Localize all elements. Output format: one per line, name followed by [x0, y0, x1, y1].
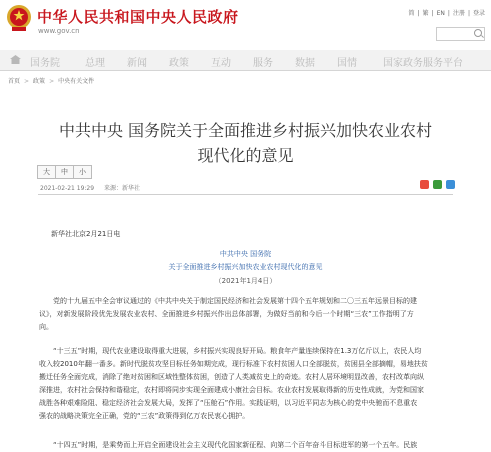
share-bar: [420, 180, 455, 189]
article-meta: [40, 183, 148, 192]
search-icon[interactable]: [474, 29, 482, 37]
weibo-share-icon[interactable]: [420, 180, 429, 189]
font-small-button[interactable]: 小: [73, 166, 91, 178]
nav-item-premier[interactable]: 总理: [85, 58, 105, 69]
utility-links: [406, 8, 485, 17]
separator: |: [447, 10, 450, 17]
link-simplified[interactable]: 简: [408, 10, 415, 17]
separator: |: [467, 10, 470, 17]
main-nav: [0, 50, 491, 71]
breadcrumb-separator: >: [24, 78, 30, 85]
paragraph-line: 深推进，农村社会保持和谐稳定，农村即将同步实现全面建成小康社会目标。农业农村发展取得新的历史性成就，为党和国家: [39, 386, 424, 394]
separator: |: [431, 10, 434, 17]
home-icon[interactable]: [10, 55, 21, 64]
paragraph-line: “十四五”时期，是乘势而上开启全面建设社会主义现代化国家新征程、向第二个百年奋斗目标进军的第一个五年。民族: [53, 441, 418, 449]
wechat-share-icon[interactable]: [433, 180, 442, 189]
breadcrumb-home[interactable]: 首页: [8, 78, 21, 85]
site-header: [0, 0, 491, 48]
article-title-line2: 现代化的意见: [197, 146, 294, 165]
divider: [38, 194, 453, 195]
paragraph-line: “十三五”时期，现代农业建设取得重大进展，乡村振兴实现良好开局。粮食年产量连续保持在1.3万亿斤以上，农民人均: [53, 347, 422, 355]
publish-date: 2021-02-21 19:29: [40, 185, 95, 192]
nav-item-policy[interactable]: 政策: [169, 58, 189, 69]
link-english[interactable]: EN: [436, 10, 445, 17]
nav-item-news[interactable]: 新闻: [127, 58, 147, 69]
paragraph-line: 向。: [39, 323, 53, 331]
body-paragraph-2: [39, 345, 453, 423]
national-emblem-icon[interactable]: [6, 4, 32, 32]
site-title[interactable]: 中华人民共和国中央人民政府: [37, 8, 239, 26]
nav-item-national-info[interactable]: 国情: [337, 58, 357, 69]
nav-item-services[interactable]: 服务: [253, 58, 273, 69]
link-register[interactable]: 注册: [452, 10, 465, 17]
paragraph-line: 搬迁任务全面完成，消除了绝对贫困和区域性整体贫困，创造了人类减贫史上的奇迹。农村人居环境明显改善，农村改革向纵: [39, 373, 424, 381]
font-large-button[interactable]: 大: [38, 166, 55, 178]
breadcrumb-separator: >: [49, 78, 55, 85]
search-input[interactable]: [436, 27, 485, 41]
paragraph-line: 议》，对新发展阶段优先发展农业农村、全面推进乡村振兴作出总体部署，为做好当前和今后一个时期“三农”工作指明了方: [39, 310, 414, 318]
document-date: （2021年1月4日）: [214, 277, 277, 285]
paragraph-line: 收入较2010年翻一番多。新时代脱贫攻坚目标任务如期完成，现行标准下农村贫困人口全部脱贫，贫困县全部摘帽，易地扶贫: [39, 360, 428, 368]
document-title: 关于全面推进乡村振兴加快农业农村现代化的意见: [168, 263, 323, 271]
document-issuer: 中共中央 国务院: [219, 250, 272, 258]
nav-item-interaction[interactable]: 互动: [211, 58, 231, 69]
paragraph-line: 战胜各种艰难险阻、稳定经济社会发展大局，发挥了“压舱石”作用。实践证明，以习近平同志为核心的党中央驰而不息重农: [39, 399, 418, 407]
breadcrumb-central-documents[interactable]: 中央有关文件: [58, 78, 95, 85]
breadcrumb: [8, 76, 94, 85]
font-medium-button[interactable]: 中: [55, 166, 73, 178]
article-source: 来源：新华社: [104, 185, 141, 192]
article-dateline: 新华社北京2月21日电: [51, 230, 121, 238]
link-traditional[interactable]: 繁: [422, 10, 429, 17]
link-login[interactable]: 登录: [472, 10, 485, 17]
body-paragraph-1: [39, 295, 453, 334]
nav-item-gov-service-platform[interactable]: 国家政务服务平台: [383, 58, 463, 69]
nav-item-data[interactable]: 数据: [295, 58, 315, 69]
paragraph-line: 党的十九届五中全会审议通过的《中共中央关于制定国民经济和社会发展第十四个五年规划和二〇三五年远景目标的建: [53, 297, 417, 305]
body-paragraph-3: [39, 439, 453, 452]
paragraph-line: 强农的战略决策完全正确，党的“三农”政策得到亿万农民衷心拥护。: [39, 412, 250, 420]
breadcrumb-policy[interactable]: 政策: [33, 78, 46, 85]
font-size-controls: [37, 165, 92, 179]
separator: |: [417, 10, 420, 17]
nav-item-state-council[interactable]: 国务院: [30, 58, 60, 69]
site-url: www.gov.cn: [38, 27, 80, 35]
qzone-share-icon[interactable]: [446, 180, 455, 189]
article-title-line1: 中共中央 国务院关于全面推进乡村振兴加快农业农村: [58, 121, 433, 140]
